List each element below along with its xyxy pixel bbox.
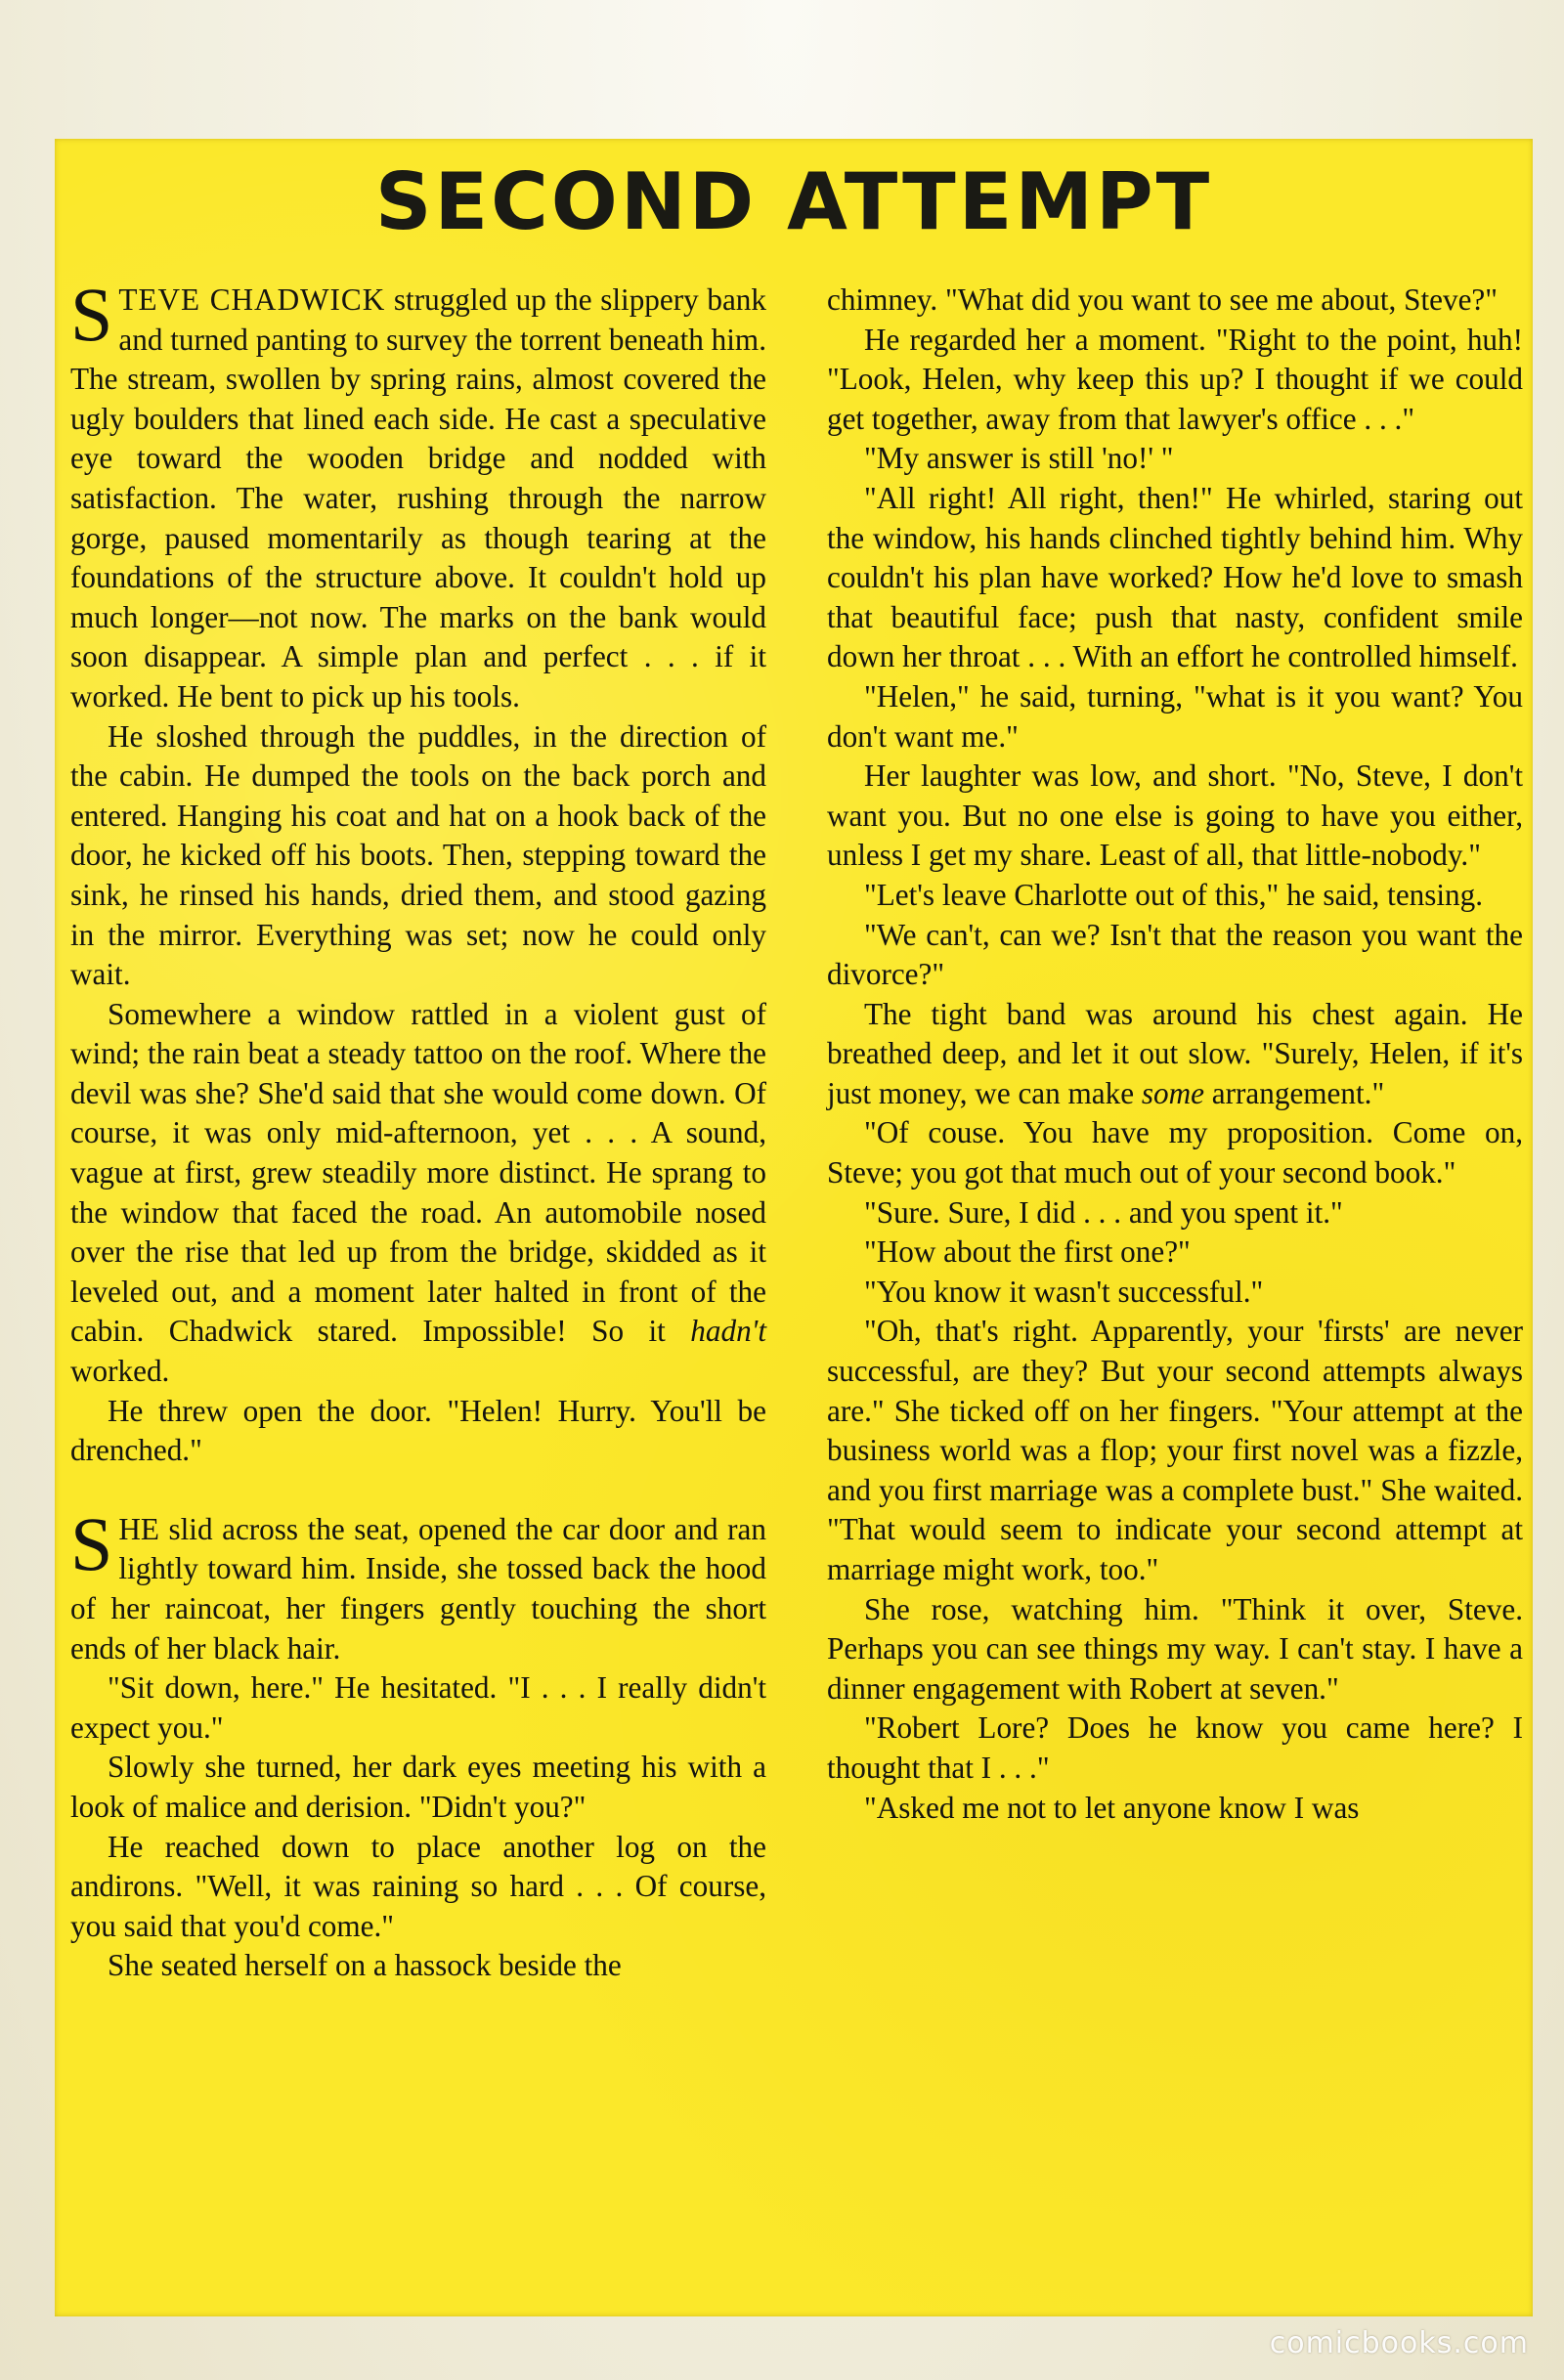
paragraph: He threw open the door. "Helen! Hurry. You'll be drenched." <box>70 1393 766 1468</box>
paragraph: "Let's leave Charlotte out of this," he said, tensing. <box>864 877 1484 912</box>
paragraph-text: The tight band was around his chest again. He breathed deep, and let it out slow. "Surely, Helen, if it's just money, we can make <box>827 996 1523 1110</box>
paragraph: "Helen," he said, turning, "what is it you want? You don't want me." <box>827 678 1523 754</box>
paragraph: Slowly she turned, her dark eyes meeting his with a look of malice and derision. "Didn't you?" <box>70 1750 766 1824</box>
paragraph-text: slid across the seat, opened the car door and ran lightly toward him. Inside, she tossed back the hood of her raincoat, her fingers gently touching the short ends of her black hair. <box>70 1511 766 1666</box>
paragraph: chimney. "What did you want to see me about, Steve?" <box>827 282 1498 317</box>
watermark: comicbooks.com <box>1269 2326 1529 2360</box>
paragraph: "How about the first one?" <box>864 1234 1191 1270</box>
story-title: SECOND ATTEMPT <box>374 156 1213 247</box>
paragraph <box>827 995 1523 1114</box>
left-column <box>70 272 766 1986</box>
paragraph <box>70 1500 766 1668</box>
paragraph-text: struggled up the slippery bank and turned panting to survey the torrent beneath him. The stream, swollen by spring rains, almost covered the ugly boulders that lined each side. He cast a speculative eye toward the wooden bridge and nodded with satisfaction. The water, rushing through the narrow gorge, paused momentarily as though tearing at the foundations of the structure above. It couldn't hold up much longer—not now. The marks on the bank would soon disappear. A simple plan and perfect . . . if it worked. He bent to pick up his tools. <box>70 282 766 714</box>
story-panel <box>55 139 1533 2316</box>
lead-in: HE <box>118 1511 159 1546</box>
paragraph: "Robert Lore? Does he know you came here? I thought that I . . ." <box>827 1710 1523 1785</box>
paragraph: She rose, watching him. "Think it over, Steve. Perhaps you can see things my way. I can't stay. I have a dinner engagement with Robert at seven." <box>827 1591 1523 1706</box>
paragraph <box>70 272 766 717</box>
paragraph: "Sure. Sure, I did . . . and you spent it." <box>864 1194 1343 1230</box>
right-column <box>827 281 1523 1828</box>
paragraph: "My answer is still 'no!' " <box>864 441 1174 476</box>
paragraph: "You know it wasn't successful." <box>864 1274 1264 1309</box>
paragraph: "All right! All right, then!" He whirled, staring out the window, his hands clinched tightly behind him. Why couldn't his plan have worked? How he'd love to smash that beautiful face; push that nasty, confident smile down her throat . . . With an effort he controlled himself. <box>827 480 1523 674</box>
paragraph: "We can't, can we? Isn't that the reason you want the divorce?" <box>827 917 1523 992</box>
drop-cap: S <box>70 1500 113 1586</box>
emphasis: some <box>1141 1075 1204 1110</box>
paragraph: He regarded her a moment. "Right to the point, huh! "Look, Helen, why keep this up? I thought if we could get together, away from that lawyer's office . . ." <box>827 322 1523 436</box>
paragraph <box>70 995 766 1392</box>
paragraph: "Oh, that's right. Apparently, your 'firsts' are never successful, are they? But your second attempts always are." She ticked off on her fingers. "Your attempt at the business world was a flop; your first novel was a fizzle, and you first marriage was a complete bust." She waited. "That would seem to indicate your second attempt at marriage might work, too." <box>827 1314 1523 1586</box>
paragraph: "Of couse. You have my proposition. Come on, Steve; you got that much out of your second book." <box>827 1115 1523 1190</box>
emphasis: hadn't <box>690 1314 766 1349</box>
paragraph: "Asked me not to let anyone know I was <box>864 1790 1360 1825</box>
paragraph: He sloshed through the puddles, in the direction of the cabin. He dumped the tools on the back porch and entered. Hanging his coat and hat on a hook back of the door, he kicked off his boots. Then, stepping toward the sink, he rinsed his hands, dried them, and stood gazing in the mirror. Everything was set; now he could only wait. <box>70 718 766 992</box>
paragraph-text: worked. <box>70 1354 170 1389</box>
paragraph-text: Somewhere a window rattled in a violent gust of wind; the rain beat a steady tattoo on the roof. Where the devil was she? She'd said that she would come down. Of course, it was only mid-afternoon, yet . . . A sound, vague at first, grew steadily more distinct. He sprang to the window that faced the road. An automobile nosed over the rise that led up from the bridge, skidded as it leveled out, and a moment later halted in front of the cabin. Chadwick stared. Impossible! So it <box>70 996 766 1349</box>
paragraph-text: arrangement." <box>1204 1075 1385 1110</box>
paragraph: She seated herself on a hassock beside the <box>108 1948 622 1983</box>
paragraph: Her laughter was low, and short. "No, Steve, I don't want you. But no one else is going to have you either, unless I get my share. Least of all, that little-nobody." <box>827 758 1523 873</box>
lead-in: TEVE CHADWICK <box>118 282 386 317</box>
paragraph: He reached down to place another log on the andirons. "Well, it was raining so hard . . . Of course, you said that you'd come." <box>70 1829 766 1943</box>
drop-cap: S <box>70 272 113 357</box>
paragraph: "Sit down, here." He hesitated. "I . . . I really didn't expect you." <box>70 1670 766 1745</box>
